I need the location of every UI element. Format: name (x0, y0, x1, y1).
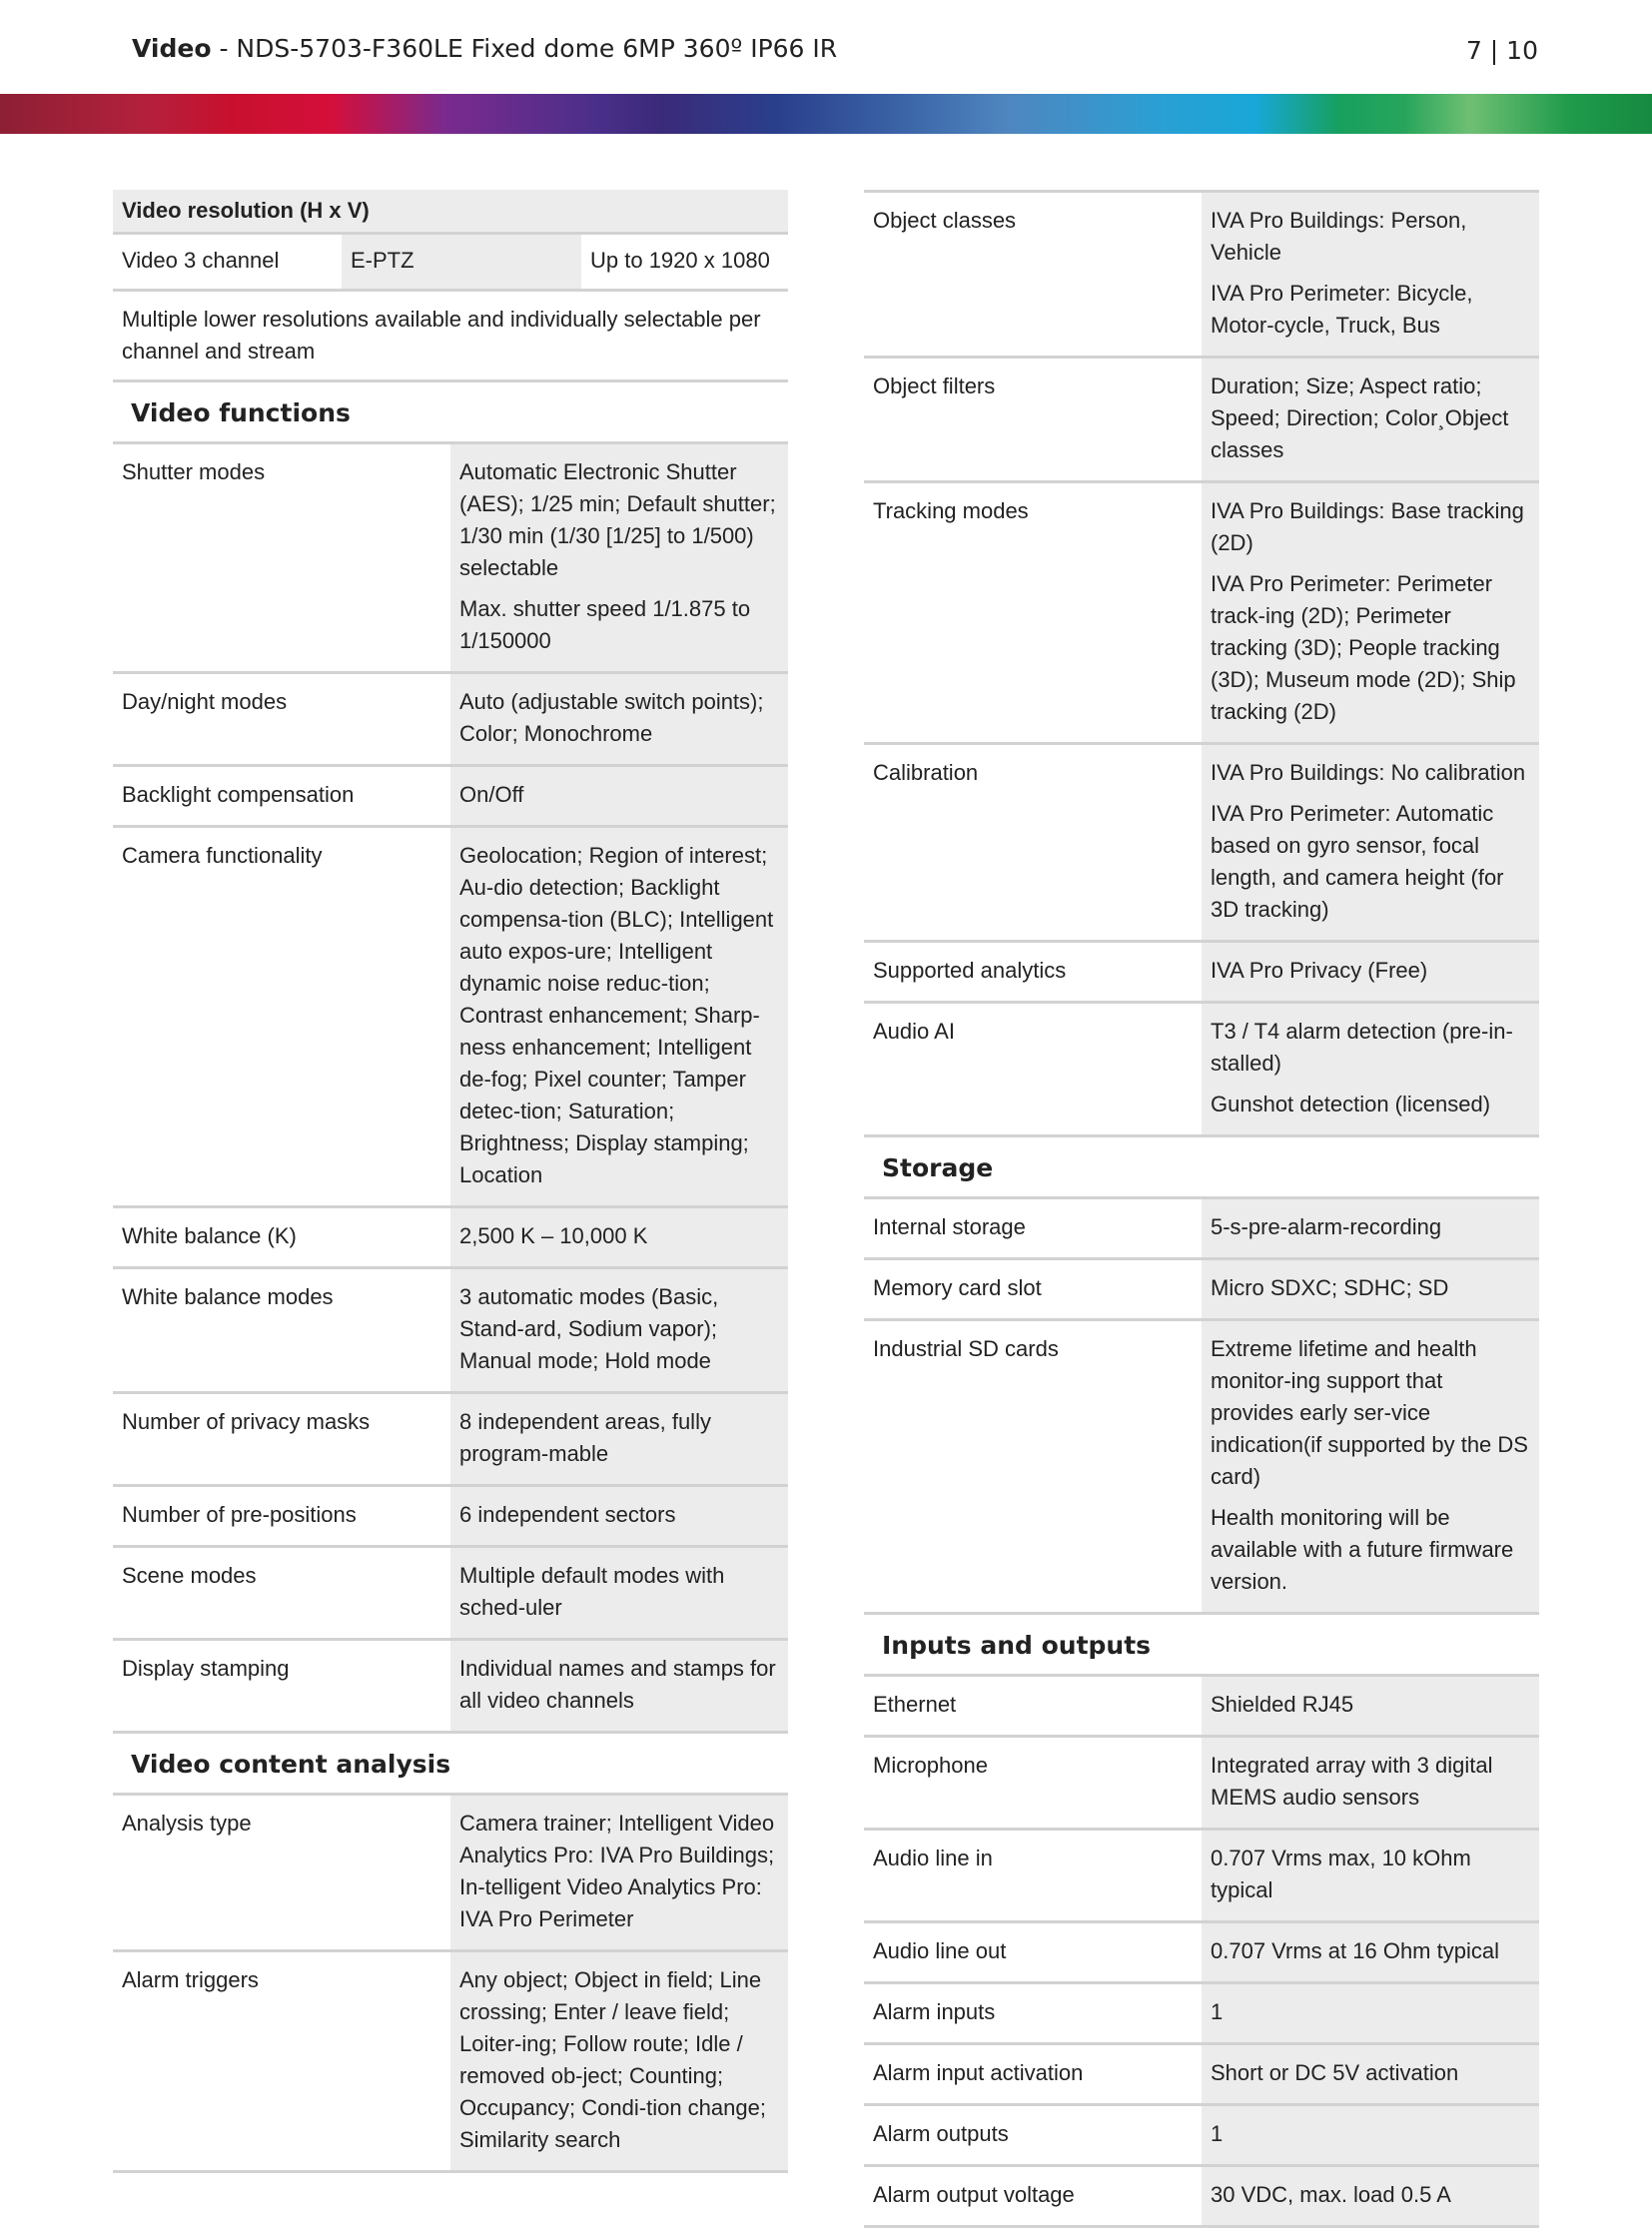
spec-row (113, 1548, 788, 1641)
spec-value (1202, 1984, 1539, 2042)
storage-table (864, 1199, 1539, 1615)
spec-row (113, 1796, 788, 1952)
spec-row (864, 1199, 1539, 1260)
spec-value (1202, 745, 1539, 940)
spec-value (1202, 1923, 1539, 1981)
spec-value (1202, 943, 1539, 1001)
spec-row (113, 1487, 788, 1548)
spec-value-text: On/Off (459, 782, 524, 807)
spec-value (1202, 1004, 1539, 1134)
spec-value-text: Health monitoring will be available with a future firmware version. (1211, 1505, 1514, 1594)
spec-value-text: Duration; Size; Aspect ratio; Speed; Direction; Color¸Object classes (1211, 373, 1509, 462)
spec-value-text: Max. shutter speed 1/1.875 to 1/150000 (459, 596, 751, 653)
spec-label: Audio AI (873, 1019, 955, 1044)
spec-label: Audio line in (873, 1846, 993, 1870)
video-content-analysis-table (113, 1796, 788, 2173)
spec-value (450, 1796, 788, 1949)
spec-value (1202, 193, 1539, 356)
spec-value (450, 1952, 788, 2170)
spec-value-text: 6 independent sectors (459, 1502, 676, 1527)
spec-value (1202, 483, 1539, 742)
spec-label: Microphone (873, 1753, 988, 1778)
spec-value (450, 1208, 788, 1266)
spec-value-text: IVA Pro Buildings: No calibration (1211, 760, 1526, 785)
spec-row (864, 2167, 1539, 2228)
spec-value-text: IVA Pro Buildings: Person, Vehicle (1211, 208, 1467, 265)
spec-row (864, 745, 1539, 943)
page-header (132, 34, 1538, 74)
video-functions-table (113, 444, 788, 1734)
spec-value-text: Multiple default modes with sched-uler (459, 1563, 725, 1620)
spec-row (113, 1641, 788, 1734)
spec-value-text: 2,500 K – 10,000 K (459, 1223, 648, 1248)
spec-value (1202, 2045, 1539, 2103)
analytics-table (864, 190, 1539, 1137)
spec-label: Number of pre-positions (122, 1502, 357, 1527)
spec-label: Audio line out (873, 1938, 1007, 1963)
spec-value (450, 1641, 788, 1731)
spec-value-text: 0.707 Vrms at 16 Ohm typical (1211, 1938, 1499, 1963)
page-number: 7 | 10 (1465, 36, 1538, 65)
spec-row (864, 1923, 1539, 1984)
spec-label: Object filters (873, 373, 996, 398)
spec-row (864, 1831, 1539, 1923)
resolution-row (113, 235, 788, 292)
spec-row (864, 483, 1539, 745)
spec-label: Number of privacy masks (122, 1409, 371, 1434)
spec-value (1202, 359, 1539, 480)
spec-row (864, 1984, 1539, 2045)
spec-label: Alarm output voltage (873, 2182, 1075, 2207)
right-column (864, 190, 1539, 2228)
spec-label: Backlight compensation (122, 782, 355, 807)
inputs-outputs-table (864, 1677, 1539, 2228)
spec-row (113, 1952, 788, 2173)
resolution-heading: Video resolution (H x V) (113, 190, 788, 235)
spec-value-text: Any object; Object in field; Line crossing; Enter / leave field; Loiter-ing; Follow route; Idle / removed ob-ject; Counting; Occupancy; Condi-tion change; Similarity search (459, 1967, 766, 2152)
spec-value (450, 1394, 788, 1484)
spec-value-text: 1 (1211, 2121, 1224, 2146)
spec-label: Analysis type (122, 1811, 252, 1836)
spec-row (864, 359, 1539, 483)
spec-label: Alarm triggers (122, 1967, 259, 1992)
spec-row (864, 1677, 1539, 1738)
title-product: - NDS-5703-F360LE Fixed dome 6MP 360º IP66 IR (211, 34, 838, 63)
document-title (132, 34, 837, 63)
spec-label: Alarm input activation (873, 2060, 1084, 2085)
spec-row (864, 2045, 1539, 2106)
spec-value-text: T3 / T4 alarm detection (pre-in-stalled) (1211, 1019, 1513, 1076)
spec-value (450, 828, 788, 1205)
spec-value-text: Short or DC 5V activation (1211, 2060, 1459, 2085)
spec-value (1202, 1321, 1539, 1612)
spec-value-text: Automatic Electronic Shutter (AES); 1/25 min; Default shutter; 1/30 min (1/30 [1/25] to 1/500) selectable (459, 459, 776, 580)
spec-value-text: IVA Pro Perimeter: Bicycle, Motor-cycle, Truck, Bus (1211, 281, 1473, 338)
spec-row (113, 828, 788, 1208)
spec-label: Display stamping (122, 1656, 290, 1681)
spec-value-text: 3 automatic modes (Basic, Stand-ard, Sodium vapor); Manual mode; Hold mode (459, 1284, 719, 1373)
spec-value (450, 444, 788, 671)
spec-row (113, 1394, 788, 1487)
spec-value (1202, 1738, 1539, 1828)
spec-value-text: 30 VDC, max. load 0.5 A (1211, 2182, 1451, 2207)
spec-row (113, 1208, 788, 1269)
resolution-channel: Video 3 channel (122, 248, 280, 273)
title-section: Video (132, 34, 212, 63)
spec-value (1202, 1831, 1539, 1920)
resolution-mode: E-PTZ (342, 235, 581, 289)
spec-label: Supported analytics (873, 958, 1067, 983)
spec-row (113, 444, 788, 674)
spec-row (864, 943, 1539, 1004)
spec-value-text: Gunshot detection (licensed) (1211, 1092, 1491, 1116)
spec-value (1202, 1199, 1539, 1257)
spec-label: Alarm outputs (873, 2121, 1009, 2146)
spec-value-text: Auto (adjustable switch points); Color; Monochrome (459, 689, 764, 746)
section-title-inputs-outputs: Inputs and outputs (864, 1615, 1539, 1677)
spec-value (450, 674, 788, 764)
resolution-value: Up to 1920 x 1080 (590, 248, 770, 273)
spec-value-text: 0.707 Vrms max, 10 kOhm typical (1211, 1846, 1471, 1902)
spec-label: Object classes (873, 208, 1017, 233)
spec-value-text: Shielded RJ45 (1211, 1692, 1354, 1717)
spec-label: Calibration (873, 760, 979, 785)
spec-value-text: Extreme lifetime and health monitor-ing support that provides early ser-vice indication(if supported by the DS card) (1211, 1336, 1528, 1489)
spec-value (450, 1487, 788, 1545)
spec-label: Alarm inputs (873, 1999, 996, 2024)
spec-row (113, 674, 788, 767)
section-title-video-functions: Video functions (113, 382, 788, 444)
spec-label: Ethernet (873, 1692, 957, 1717)
spec-label: Camera functionality (122, 843, 323, 868)
spec-value-text: IVA Pro Privacy (Free) (1211, 958, 1428, 983)
spec-value-text: Camera trainer; Intelligent Video Analytics Pro: IVA Pro Buildings; In-telligent Video Analytics Pro: IVA Pro Perimeter (459, 1811, 775, 1931)
spec-label: Day/night modes (122, 689, 288, 714)
left-column (113, 190, 788, 2173)
spec-row (113, 767, 788, 828)
spec-label: Memory card slot (873, 1275, 1042, 1300)
spec-value-text: IVA Pro Perimeter: Automatic based on gyro sensor, focal length, and camera height (for 3D tracking) (1211, 801, 1504, 922)
spec-row (864, 2106, 1539, 2167)
spec-row (864, 1738, 1539, 1831)
spec-value (450, 767, 788, 825)
spec-label: Internal storage (873, 1214, 1026, 1239)
spec-label: White balance (K) (122, 1223, 297, 1248)
section-title-video-content-analysis: Video content analysis (113, 1734, 788, 1796)
spec-value (1202, 1677, 1539, 1735)
spec-value-text: Integrated array with 3 digital MEMS audio sensors (1211, 1753, 1493, 1810)
spec-value-text: IVA Pro Buildings: Base tracking (2D) (1211, 498, 1524, 555)
spec-value (1202, 2167, 1539, 2225)
spec-value-text: Micro SDXC; SDHC; SD (1211, 1275, 1449, 1300)
spec-value-text: 8 independent areas, fully program-mable (459, 1409, 711, 1466)
spec-row (864, 1260, 1539, 1321)
spec-value (1202, 2106, 1539, 2164)
spec-value-text: Geolocation; Region of interest; Au-dio detection; Backlight compensa-tion (BLC); Intelligent auto expos-ure; Intelligent dynamic noise reduc-tion; Contrast enhancement; Sharp-ness enhancement; Intelligent de-fog; Pixel counter; Tamper detec-tion; Saturation; Brightness; Display stamping; Location (459, 843, 774, 1187)
color-band (0, 94, 1652, 134)
spec-label: Tracking modes (873, 498, 1029, 523)
spec-label: Scene modes (122, 1563, 257, 1588)
resolution-note: Multiple lower resolutions available and individually selectable per channel and stream (113, 292, 788, 382)
spec-label: Shutter modes (122, 459, 266, 484)
spec-value-text: IVA Pro Perimeter: Perimeter track-ing (2D); Perimeter tracking (3D); People tracking (3D); Museum mode (2D); Ship tracking (2D) (1211, 571, 1516, 724)
spec-label: Industrial SD cards (873, 1336, 1059, 1361)
spec-label: White balance modes (122, 1284, 334, 1309)
spec-row (864, 193, 1539, 359)
spec-value (1202, 1260, 1539, 1318)
section-title-storage: Storage (864, 1137, 1539, 1199)
spec-value-text: 5-s-pre-alarm-recording (1211, 1214, 1442, 1239)
spec-value-text: 1 (1211, 1999, 1224, 2024)
spec-value (450, 1548, 788, 1638)
spec-value (450, 1269, 788, 1391)
spec-value-text: Individual names and stamps for all video channels (459, 1656, 776, 1713)
spec-row (864, 1321, 1539, 1615)
spec-row (113, 1269, 788, 1394)
spec-row (864, 1004, 1539, 1137)
